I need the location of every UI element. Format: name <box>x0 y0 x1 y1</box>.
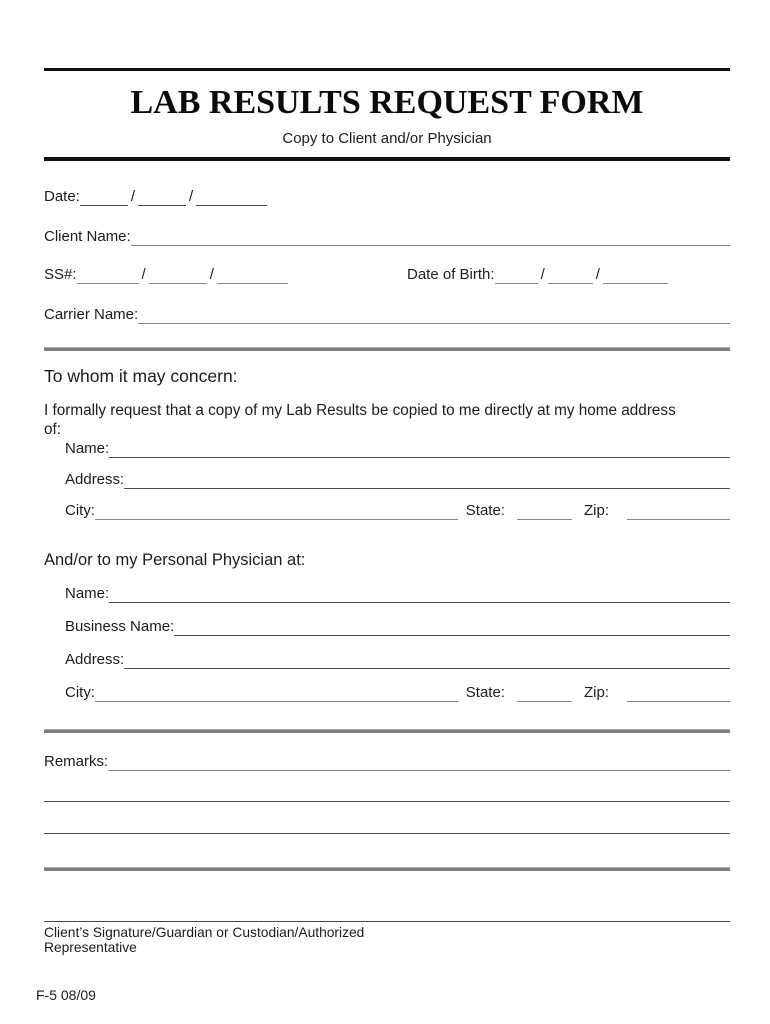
header-divider <box>44 157 730 161</box>
form-code: F-5 08/09 <box>36 987 96 1003</box>
remarks-extra-line-1[interactable] <box>44 771 730 802</box>
physician-section-heading: And/or to my Personal Physician at: <box>44 551 306 569</box>
remarks-row <box>44 752 730 771</box>
client-name-blank[interactable] <box>131 229 730 246</box>
physician-business-name-blank[interactable] <box>174 619 730 636</box>
request-text <box>44 401 730 439</box>
dob-separator: / <box>595 266 600 283</box>
physician-business-name-label: Business Name: <box>65 618 175 635</box>
physician-city-state-zip-row <box>65 683 730 702</box>
date-row <box>44 187 730 206</box>
date-label: Date: <box>44 188 80 205</box>
dob-separator: / <box>540 266 545 283</box>
home-zip-label: Zip: <box>583 502 609 519</box>
physician-zip-label: Zip: <box>583 684 609 701</box>
home-state-blank[interactable] <box>517 503 572 520</box>
home-address-blank[interactable] <box>124 472 730 489</box>
home-section-heading: To whom it may concern: <box>44 366 238 386</box>
home-state-label: State: <box>465 502 505 519</box>
home-city-blank[interactable] <box>95 503 458 520</box>
physician-name-label: Name: <box>65 585 110 602</box>
ssn-dob-row <box>44 265 730 284</box>
carrier-name-label: Carrier Name: <box>44 306 139 323</box>
signature-caption-line1: Client’s Signature/Guardian or Custodian/Authorized <box>44 925 365 940</box>
home-name-row <box>65 439 730 458</box>
client-name-row <box>44 227 730 246</box>
physician-business-name-row <box>65 617 730 636</box>
physician-zip-blank[interactable] <box>627 685 730 702</box>
dob-month-blank[interactable] <box>495 267 538 284</box>
remarks-blank[interactable] <box>108 754 730 771</box>
physician-address-row <box>65 650 730 669</box>
ssn-part1-blank[interactable] <box>77 267 139 284</box>
dob-year-blank[interactable] <box>603 267 668 284</box>
physician-address-blank[interactable] <box>124 652 730 669</box>
section-divider <box>44 729 730 733</box>
date-separator: / <box>189 188 194 205</box>
ssn-separator: / <box>209 266 214 283</box>
carrier-name-blank[interactable] <box>138 307 730 324</box>
physician-state-label: State: <box>465 684 505 701</box>
signature-caption-line2: Representative <box>44 940 137 955</box>
dob-label: Date of Birth: <box>407 266 495 283</box>
ssn-part2-blank[interactable] <box>149 267 207 284</box>
request-text-line2: of: <box>44 421 62 438</box>
date-year-blank[interactable] <box>196 189 267 206</box>
signature-caption <box>44 925 404 955</box>
date-day-blank[interactable] <box>138 189 186 206</box>
ssn-part3-blank[interactable] <box>217 267 288 284</box>
physician-state-blank[interactable] <box>517 685 572 702</box>
home-address-label: Address: <box>65 471 125 488</box>
physician-city-label: City: <box>65 684 95 701</box>
date-separator: / <box>130 188 136 205</box>
page-subtitle: Copy to Client and/or Physician <box>282 130 492 147</box>
section-divider <box>44 867 730 871</box>
physician-name-row <box>65 584 730 603</box>
dob-group <box>407 265 668 284</box>
physician-city-blank[interactable] <box>95 685 458 702</box>
client-name-label: Client Name: <box>44 228 131 245</box>
home-city-state-zip-row <box>65 501 730 520</box>
section-divider <box>44 347 730 351</box>
remarks-label: Remarks: <box>44 753 109 770</box>
top-divider <box>44 68 730 71</box>
page-title: LAB RESULTS REQUEST FORM <box>130 84 644 121</box>
ssn-separator: / <box>141 266 146 283</box>
home-zip-blank[interactable] <box>627 503 730 520</box>
request-text-line1: I formally request that a copy of my Lab Results be copied to me directly at my home address <box>44 402 676 419</box>
physician-name-blank[interactable] <box>109 586 730 603</box>
physician-address-label: Address: <box>65 651 125 668</box>
home-city-label: City: <box>65 502 95 519</box>
home-address-row <box>65 470 730 489</box>
date-month-blank[interactable] <box>80 189 128 206</box>
remarks-extra-line-2[interactable] <box>44 802 730 834</box>
home-name-label: Name: <box>65 440 110 457</box>
signature-line[interactable] <box>44 921 730 922</box>
carrier-name-row <box>44 305 730 324</box>
dob-day-blank[interactable] <box>548 267 593 284</box>
home-name-blank[interactable] <box>109 441 730 458</box>
ssn-label: SS#: <box>44 266 77 283</box>
